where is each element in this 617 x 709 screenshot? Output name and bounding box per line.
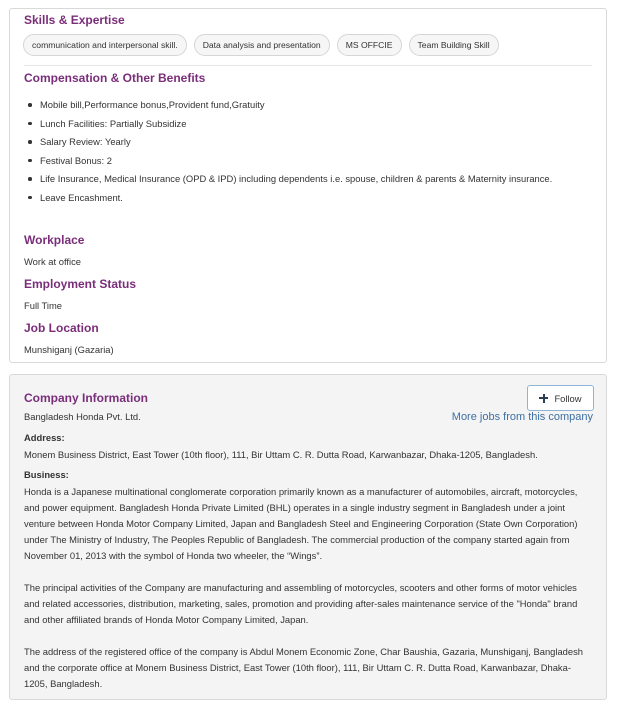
- follow-button[interactable]: [527, 385, 594, 411]
- workplace-title: Workplace: [24, 233, 85, 247]
- benefit-item: Mobile bill,Performance bonus,Provident fund,Gratuity: [24, 96, 594, 115]
- skills-title: Skills & Expertise: [24, 13, 125, 27]
- business-paragraph: The principal activities of the Company are manufacturing and assembling of motorcycles, scooters and other forms of motor vehicles and related accessories, distribution, marketing, sales, promotion and providing after-sales maintenance service of the "Honda" brand and other affiliated brands of Honda Motor Company Limited, Japan.: [24, 582, 578, 625]
- company-name: Bangladesh Honda Pvt. Ltd.: [24, 411, 141, 422]
- skill-chip[interactable]: Team Building Skill: [409, 34, 499, 56]
- employment-status-title: Employment Status: [24, 277, 137, 291]
- company-information-card: [9, 374, 607, 700]
- plus-icon: [539, 394, 548, 403]
- benefit-item: Lunch Facilities: Partially Subsidize: [24, 115, 594, 134]
- job-details-card: [9, 8, 607, 363]
- benefit-item: Festival Bonus: 2: [24, 152, 594, 171]
- skills-list: [23, 34, 499, 56]
- address-label: Address:: [24, 432, 65, 443]
- company-info-title: Company Information: [24, 391, 149, 405]
- skill-chip[interactable]: communication and interpersonal skill.: [23, 34, 187, 56]
- job-location-title: Job Location: [24, 321, 99, 335]
- business-paragraph: Honda is a Japanese multinational conglomerate corporation primarily known as a manufacturer of automobiles, aircraft, motorcycles, and power equipment. Bangladesh Honda Private Limited (BHL) operates in a single industry segment in Bangladesh under a joint venture between Honda Motor Company Limited, Japan and Bangladesh Steel and Engineering Corporation (State Own Corporation) under The Ministry of Industry, The Peoples Republic of Bangladesh. The commercial production of the company started again from November 01, 2013 with the symbol of Honda two wheeler, the “Wings”.: [24, 486, 578, 561]
- follow-label: Follow: [554, 392, 582, 404]
- business-paragraph: The address of the registered office of the company is Abdul Monem Economic Zone, Char Baushia, Gazaria, Munshiganj, Bangladesh and the corporate office at Monem Business District, East Tower (10th floor), 111, Bir Uttam C. R. Dutta Road, Karwanbazar, Dhaka-1205, Bangladesh.: [24, 646, 583, 689]
- benefits-list: [24, 96, 594, 208]
- benefit-item: Salary Review: Yearly: [24, 133, 594, 152]
- compensation-title: Compensation & Other Benefits: [24, 71, 206, 85]
- benefit-item: Life Insurance, Medical Insurance (OPD & IPD) including dependents i.e. spouse, children & parents & Maternity insurance.: [24, 170, 564, 189]
- skill-chip[interactable]: MS OFFCIE: [337, 34, 402, 56]
- workplace-value: Work at office: [24, 256, 81, 267]
- divider: [24, 65, 592, 66]
- benefit-item: Leave Encashment.: [24, 189, 594, 208]
- more-jobs-link[interactable]: More jobs from this company: [451, 411, 593, 423]
- job-location-value: Munshiganj (Gazaria): [24, 344, 114, 355]
- employment-status-value: Full Time: [24, 300, 63, 311]
- skill-chip[interactable]: Data analysis and presentation: [194, 34, 330, 56]
- company-address: Monem Business District, East Tower (10th floor), 111, Bir Uttam C. R. Dutta Road, Karwanbazar, Dhaka-1205, Bangladesh.: [24, 449, 538, 460]
- business-label: Business:: [24, 469, 69, 480]
